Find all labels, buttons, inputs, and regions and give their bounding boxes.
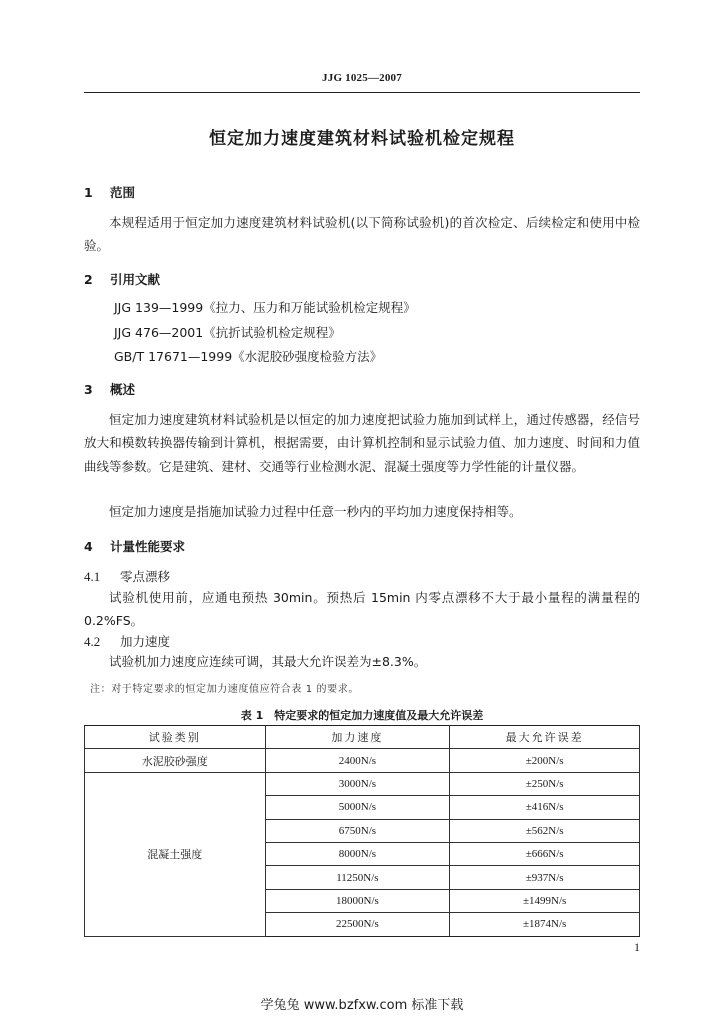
table-caption: 表 1 特定要求的恒定加力速度值及最大允许误差	[240, 709, 484, 722]
watermark-footer: 学兔兔 www.bzfxw.com 标准下载	[260, 998, 464, 1013]
page-number: 1	[634, 940, 640, 954]
error-cell: ±250N/s	[450, 772, 640, 795]
header-loading-speed: 加力速度	[265, 726, 450, 749]
speed-cell: 8000N/s	[265, 842, 450, 865]
section-title: 计量性能要求	[110, 539, 186, 554]
speed-cell: 5000N/s	[265, 796, 450, 819]
error-cell: ±1874N/s	[450, 913, 640, 936]
section-1-paragraph: 本规程适用于恒定加力速度建筑材料试验机(以下简称试验机)的首次检定、后续检定和使用中检验。	[84, 215, 640, 254]
error-cell: ±666N/s	[450, 842, 640, 865]
section-title: 范围	[110, 185, 136, 200]
section-number: 4	[84, 539, 93, 554]
table-row	[85, 772, 640, 795]
speed-cell: 6750N/s	[265, 819, 450, 842]
subsection-number: 4.2	[84, 634, 101, 649]
section-3-heading	[84, 380, 135, 398]
subsection-title: 加力速度	[120, 634, 171, 649]
header-rule	[84, 92, 640, 93]
subsection-4-2-paragraph: 试验机加力速度应连续可调，其最大允许误差为±8.3%。	[109, 654, 427, 669]
subsection-4-2-heading	[84, 632, 170, 650]
category-cell: 混凝土强度	[85, 772, 266, 936]
speed-cell: 18000N/s	[265, 889, 450, 912]
document-code-header: JJG 1025—2007	[322, 72, 402, 84]
error-cell: ±200N/s	[450, 749, 640, 772]
speed-cell: 2400N/s	[265, 749, 450, 772]
header-max-error: 最大允许误差	[450, 726, 640, 749]
error-cell: ±416N/s	[450, 796, 640, 819]
reference-item: JJG 139—1999《拉力、压力和万能试验机检定规程》	[114, 300, 416, 315]
error-cell: ±562N/s	[450, 819, 640, 842]
subsection-4-1-heading	[84, 567, 170, 585]
section-3-paragraph-2: 恒定加力速度是指施加试验力过程中任意一秒内的平均加力速度保持相等。	[109, 504, 522, 519]
section-2-heading	[84, 270, 160, 288]
reference-item: JJG 476—2001《抗折试验机检定规程》	[114, 325, 341, 340]
speed-cell: 3000N/s	[265, 772, 450, 795]
section-number: 3	[84, 382, 93, 397]
error-cell: ±1499N/s	[450, 889, 640, 912]
header-test-category: 试验类别	[85, 726, 266, 749]
note-text: 注：对于特定要求的恒定加力速度值应符合表 1 的要求。	[90, 684, 359, 695]
section-4-heading	[84, 537, 185, 555]
speed-tolerance-table	[84, 725, 640, 937]
error-cell: ±937N/s	[450, 866, 640, 889]
speed-cell: 11250N/s	[265, 866, 450, 889]
section-1-heading	[84, 183, 135, 201]
section-number: 2	[84, 272, 93, 287]
subsection-title: 零点漂移	[120, 569, 171, 584]
table-header-row	[85, 726, 640, 749]
subsection-4-1-paragraph: 试验机使用前，应通电预热 30min。预热后 15min 内零点漂移不大于最小量程的满量程的 0.2%FS。	[84, 590, 640, 629]
speed-cell: 22500N/s	[265, 913, 450, 936]
table-row	[85, 749, 640, 772]
section-title: 引用文献	[110, 272, 161, 287]
category-cell: 水泥胶砂强度	[85, 749, 266, 772]
section-title: 概述	[110, 382, 136, 397]
subsection-number: 4.1	[84, 569, 101, 584]
document-title: 恒定加力速度建筑材料试验机检定规程	[209, 129, 515, 149]
reference-item: GB/T 17671—1999《水泥胶砂强度检验方法》	[114, 349, 383, 364]
section-3-paragraph-1: 恒定加力速度建筑材料试验机是以恒定的加力速度把试验力施加到试样上，通过传感器，经信号放大和模数转换器传输到计算机，根据需要，由计算机控制和显示试验力值、加力速度、时间和力值曲线等参数。它是建筑、建材、交通等行业检测水泥、混凝土强度等力学性能的计量仪器。	[84, 412, 640, 474]
section-number: 1	[84, 185, 93, 200]
